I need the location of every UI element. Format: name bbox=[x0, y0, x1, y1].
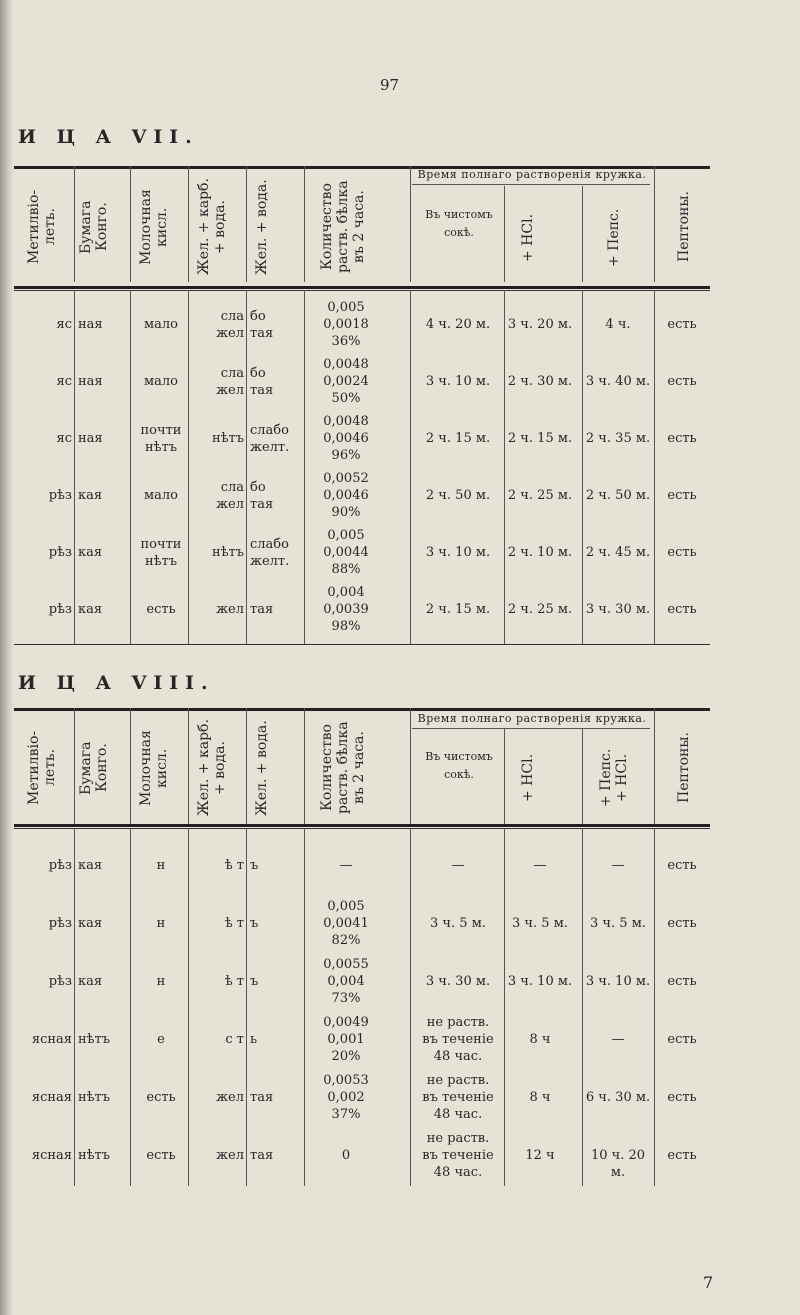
table7-row2-peptones: есть bbox=[667, 374, 697, 389]
table7-row4-water: бо тая bbox=[250, 479, 274, 512]
table7-row6-pure: 2 ч. 15 м. bbox=[425, 602, 491, 617]
table8-row6-water: тая bbox=[250, 1147, 274, 1163]
table7-row3-hcl: 2 ч. 15 м. bbox=[507, 431, 573, 446]
table8-row4-peps: — bbox=[611, 1031, 625, 1047]
table7-row5-kongo: кая bbox=[78, 545, 103, 560]
table7-row5-lactic: почти нѣтъ bbox=[140, 536, 182, 569]
table7-row1-water: бо тая bbox=[250, 308, 274, 341]
table8-row2-pure: 3 ч. 5 м. bbox=[430, 915, 486, 931]
table7-row6-hcl: 2 ч. 25 м. bbox=[507, 602, 573, 617]
table7-row2-protein: 0,0048 0,0024 50% bbox=[323, 357, 369, 406]
t7-head-bile-carb: Жел. + карб. + вода. bbox=[196, 178, 228, 276]
table7-row6-peps: 3 ч. 30 м. bbox=[585, 602, 651, 617]
table7-row2-peps: 3 ч. 40 м. bbox=[585, 374, 651, 389]
table7-row6-protein: 0,004 0,0039 98% bbox=[323, 585, 369, 634]
table8-row1-methyl: рѣз bbox=[48, 857, 72, 873]
table8-row1-peps: — bbox=[611, 857, 625, 873]
table8-row1-lactic: н bbox=[156, 857, 166, 873]
table7-row6-kongo: кая bbox=[78, 602, 103, 617]
table8-row4-peptones: есть bbox=[667, 1031, 697, 1047]
table8-row3-methyl: рѣз bbox=[48, 973, 72, 989]
table8-row1-water: ъ bbox=[250, 857, 259, 873]
t8-head-hcl: + HCl. bbox=[520, 753, 536, 803]
table8-row6-carb: жел bbox=[216, 1147, 244, 1163]
table8-row3-peps: 3 ч. 10 м. bbox=[585, 973, 651, 989]
table8-row5-protein: 0,0053 0,002 37% bbox=[323, 1072, 369, 1122]
table8-row2-peptones: есть bbox=[667, 915, 697, 931]
table7-row6-peptones: есть bbox=[667, 602, 697, 617]
table8-row5-carb: жел bbox=[216, 1089, 244, 1105]
table7-row1-hcl: 3 ч. 20 м. bbox=[507, 317, 573, 332]
table8-row4-hcl: 8 ч bbox=[529, 1031, 551, 1047]
table8-row6-peptones: есть bbox=[667, 1147, 697, 1163]
table7-row5-hcl: 2 ч. 10 м. bbox=[507, 545, 573, 560]
table7-row3-peptones: есть bbox=[667, 431, 697, 446]
table8-row3-carb: ѣ т bbox=[224, 973, 244, 989]
table7-row4-methyl: рѣз bbox=[48, 488, 72, 503]
table7-row6-lactic: есть bbox=[146, 602, 176, 617]
t8-head-dissolve: Время полнаго растворенія кружка. bbox=[417, 712, 647, 725]
footer-mark: 7 bbox=[703, 1273, 714, 1292]
table8-row4-methyl: ясная bbox=[31, 1031, 72, 1047]
table7-row1-peps: 4 ч. bbox=[605, 317, 631, 332]
table7-row6-water: тая bbox=[250, 602, 274, 617]
table7-row4-peptones: есть bbox=[667, 488, 697, 503]
table8-row4-pure: не раств. въ теченіе 48 час. bbox=[422, 1014, 494, 1064]
t8-head-bile-water: Жел. + вода. bbox=[254, 720, 270, 816]
table7-row5-pure: 3 ч. 10 м. bbox=[425, 545, 491, 560]
table8-row4-water: ь bbox=[250, 1031, 258, 1047]
table7-row4-peps: 2 ч. 50 м. bbox=[585, 488, 651, 503]
table7 bbox=[14, 166, 710, 646]
table7-row4-lactic: мало bbox=[144, 488, 178, 503]
table7-row4-hcl: 2 ч. 25 м. bbox=[507, 488, 573, 503]
table7-row3-peps: 2 ч. 35 м. bbox=[585, 431, 651, 446]
table8-row5-methyl: ясная bbox=[31, 1089, 72, 1105]
t8-head-pure: Въ чистомъ сокѣ. bbox=[425, 750, 493, 781]
t8-head-bile-carb: Жел. + карб. + вода. bbox=[196, 719, 228, 817]
table8-title: И Ц А VIII. bbox=[18, 672, 215, 694]
table8-row3-water: ъ bbox=[250, 973, 259, 989]
table8-row6-pure: не раств. въ теченіе 48 час. bbox=[422, 1130, 494, 1180]
table8-row2-water: ъ bbox=[250, 915, 259, 931]
table7-row2-carb: сла жел bbox=[216, 365, 244, 398]
table8-row3-kongo: кая bbox=[78, 973, 103, 989]
table8-row2-carb: ѣ т bbox=[224, 915, 244, 931]
table8-row5-water: тая bbox=[250, 1089, 274, 1105]
table7-row4-protein: 0,0052 0,0046 90% bbox=[323, 471, 369, 520]
t7-head-dissolve: Время полнаго растворенія кружка. bbox=[417, 168, 647, 181]
table7-row5-methyl: рѣз bbox=[48, 545, 72, 560]
table8-row6-protein: 0 bbox=[341, 1147, 351, 1163]
table8-row1-protein: — bbox=[339, 857, 353, 873]
table7-row2-water: бо тая bbox=[250, 365, 274, 398]
t8-head-peps: + Пепс. + HCl. bbox=[598, 748, 630, 808]
table7-row5-protein: 0,005 0,0044 88% bbox=[323, 528, 369, 577]
table7-title: И Ц А VII. bbox=[18, 126, 199, 148]
table7-row4-kongo: кая bbox=[78, 488, 103, 503]
table8-row3-peptones: есть bbox=[667, 973, 697, 989]
table7-row1-protein: 0,005 0,0018 36% bbox=[323, 300, 369, 349]
table8-row5-peps: 6 ч. 30 м. bbox=[585, 1089, 651, 1105]
table8-row2-methyl: рѣз bbox=[48, 915, 72, 931]
table8-row5-lactic: есть bbox=[146, 1089, 176, 1105]
t7-head-bile-water: Жел. + вода. bbox=[254, 179, 270, 275]
table7-row5-peps: 2 ч. 45 м. bbox=[585, 545, 651, 560]
t8-head-methyl: Метилвіо- леть. bbox=[26, 730, 58, 806]
table7-row2-hcl: 2 ч. 30 м. bbox=[507, 374, 573, 389]
table7-row1-kongo: ная bbox=[78, 317, 103, 332]
table7-row1-methyl: яс bbox=[56, 317, 72, 332]
table8-row1-carb: ѣ т bbox=[224, 857, 244, 873]
table8-row5-peptones: есть bbox=[667, 1089, 697, 1105]
table8 bbox=[14, 708, 710, 1188]
table8-row2-peps: 3 ч. 5 м. bbox=[590, 915, 646, 931]
table7-row1-peptones: есть bbox=[667, 317, 697, 332]
t8-head-protein: Количество раств. бѣлка въ 2 часа. bbox=[319, 721, 367, 815]
table8-row2-lactic: н bbox=[156, 915, 166, 931]
t7-head-kongo: Бумага Конго. bbox=[78, 200, 110, 254]
table8-row6-kongo: нѣтъ bbox=[78, 1147, 110, 1163]
table8-row4-lactic: е bbox=[157, 1031, 165, 1047]
table7-row1-lactic: мало bbox=[144, 317, 178, 332]
t7-head-protein: Количество раств. бѣлка въ 2 часа. bbox=[319, 180, 367, 274]
table8-row1-pure: — bbox=[451, 857, 465, 873]
table7-row2-methyl: яс bbox=[56, 374, 72, 389]
table8-row1-hcl: — bbox=[533, 857, 547, 873]
table8-row6-peps: 10 ч. 20 м. bbox=[590, 1147, 646, 1180]
table8-row5-hcl: 8 ч bbox=[529, 1089, 551, 1105]
page-edge bbox=[0, 0, 14, 1315]
table7-row5-peptones: есть bbox=[667, 545, 697, 560]
table8-row6-hcl: 12 ч bbox=[525, 1147, 555, 1163]
table8-row3-lactic: н bbox=[156, 973, 166, 989]
t8-head-peptones: Пептоны. bbox=[676, 732, 692, 804]
table7-row5-water: слабо желт. bbox=[250, 536, 290, 569]
table8-row3-hcl: 3 ч. 10 м. bbox=[507, 973, 573, 989]
t7-head-peps: + Пепс. bbox=[606, 208, 622, 268]
table8-row2-kongo: кая bbox=[78, 915, 103, 931]
table7-row3-methyl: яс bbox=[56, 431, 72, 446]
table7-row4-carb: сла жел bbox=[216, 479, 244, 512]
table7-row3-kongo: ная bbox=[78, 431, 103, 446]
table7-row2-pure: 3 ч. 10 м. bbox=[425, 374, 491, 389]
table7-row1-pure: 4 ч. 20 м. bbox=[425, 317, 491, 332]
table8-row4-kongo: нѣтъ bbox=[78, 1031, 110, 1047]
table7-row4-pure: 2 ч. 50 м. bbox=[425, 488, 491, 503]
table7-row1-carb: сла жел bbox=[216, 308, 244, 341]
t8-head-lactic: Молочная кисл. bbox=[138, 730, 170, 806]
table7-row2-lactic: мало bbox=[144, 374, 178, 389]
t7-head-lactic: Молочная кисл. bbox=[138, 189, 170, 265]
table7-row6-carb: жел bbox=[216, 602, 244, 617]
t7-head-methyl: Метилвіо- леть. bbox=[26, 189, 58, 265]
table8-row4-protein: 0,0049 0,001 20% bbox=[323, 1014, 369, 1064]
table8-row2-protein: 0,005 0,0041 82% bbox=[323, 898, 369, 948]
table8-row2-hcl: 3 ч. 5 м. bbox=[512, 915, 568, 931]
table8-row3-protein: 0,0055 0,004 73% bbox=[323, 956, 369, 1006]
table7-row3-lactic: почти нѣтъ bbox=[140, 422, 182, 455]
table7-row3-carb: нѣтъ bbox=[212, 431, 244, 446]
table8-row1-kongo: кая bbox=[78, 857, 103, 873]
table8-row5-kongo: нѣтъ bbox=[78, 1089, 110, 1105]
t8-head-kongo: Бумага Конго. bbox=[78, 741, 110, 795]
table8-row4-carb: с т bbox=[225, 1031, 244, 1047]
table7-row5-carb: нѣтъ bbox=[212, 545, 244, 560]
table7-row6-methyl: рѣз bbox=[48, 602, 72, 617]
table7-row2-kongo: ная bbox=[78, 374, 103, 389]
table7-row3-protein: 0,0048 0,0046 96% bbox=[323, 414, 369, 463]
table8-row6-lactic: есть bbox=[146, 1147, 176, 1163]
t7-head-pure: Въ чистомъ сокѣ. bbox=[425, 208, 493, 239]
page-number: 97 bbox=[380, 76, 400, 94]
table8-row1-peptones: есть bbox=[667, 857, 697, 873]
t7-head-hcl: + HCl. bbox=[520, 213, 536, 263]
table7-row3-pure: 2 ч. 15 м. bbox=[425, 431, 491, 446]
t7-head-peptones: Пептоны. bbox=[676, 191, 692, 263]
table8-row3-pure: 3 ч. 30 м. bbox=[425, 973, 491, 989]
table8-row5-pure: не раств. въ теченіе 48 час. bbox=[422, 1072, 494, 1122]
table8-row6-methyl: ясная bbox=[31, 1147, 72, 1163]
table7-row3-water: слабо желт. bbox=[250, 422, 290, 455]
